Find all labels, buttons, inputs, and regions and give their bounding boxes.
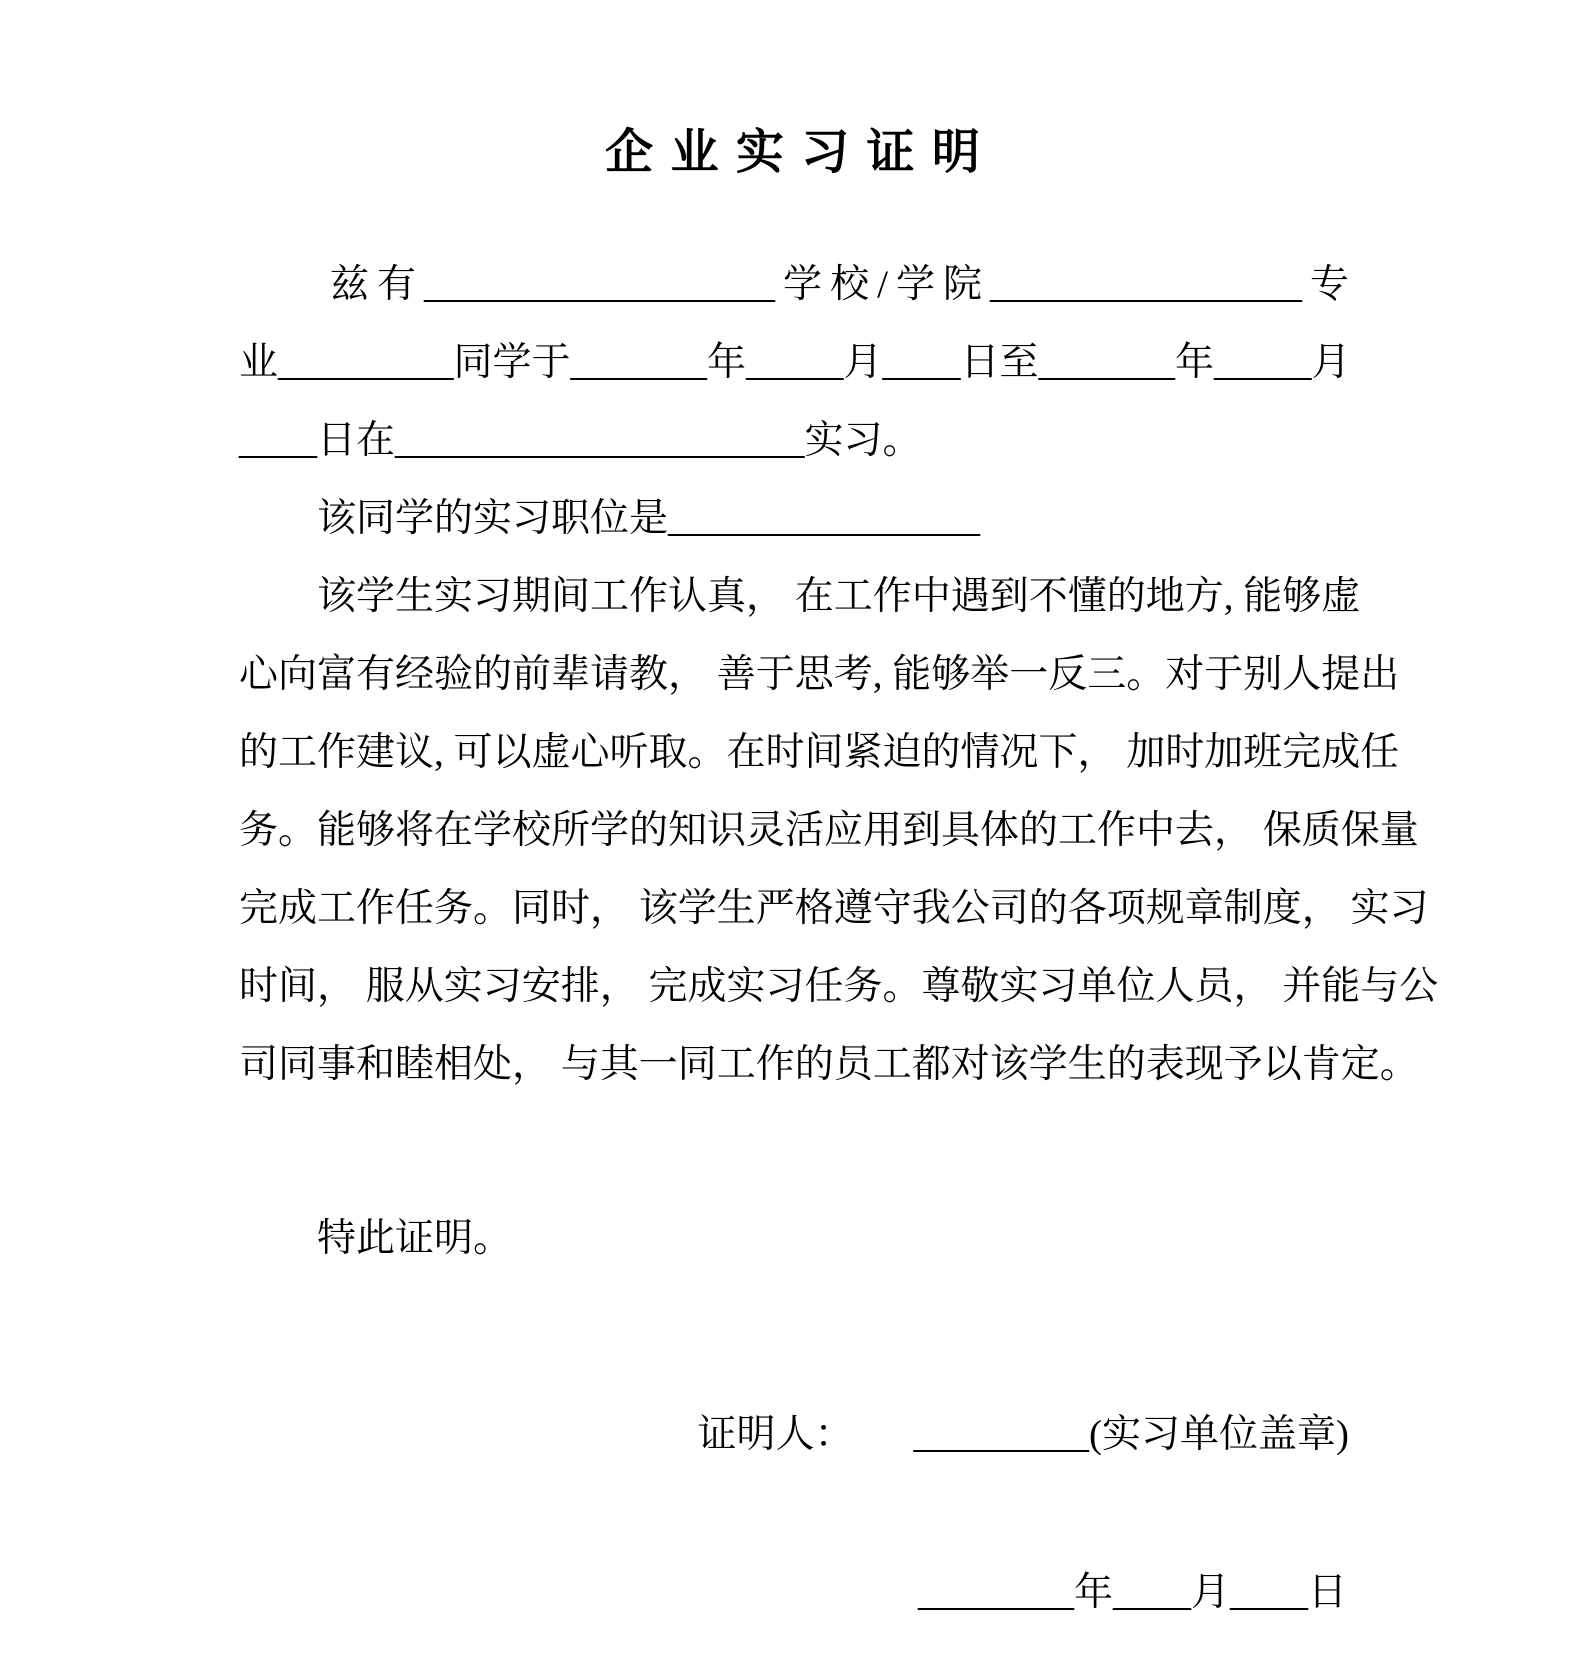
- intro-line-dates: 业_________同学于_______年_____月____日至_______年_____月: [239, 341, 1351, 384]
- document-title: 企 业 实 习 证 明: [605, 126, 982, 179]
- evaluation-line-5: 完成工作任务。同时， 该学生严格遵守我公司的各项规章制度， 实习: [239, 887, 1429, 930]
- evaluation-line-4: 务。能够将在学校所学的知识灵活应用到具体的工作中去， 保质保量: [239, 809, 1419, 852]
- date-line: ________年____月____日: [917, 1571, 1347, 1614]
- evaluation-line-6: 时间， 服从实习安排， 完成实习任务。尊敬实习单位人员， 并能与公: [239, 965, 1439, 1008]
- signature-line: [239, 1396, 1349, 1474]
- evaluation-line-3: 的工作建议, 可以虚心听取。在时间紧迫的情况下， 加时加班完成任: [239, 731, 1400, 774]
- intro-line-school: 兹有__________________学校/学院________________专: [330, 263, 1349, 306]
- stamp-note: (实习单位盖章): [1089, 1413, 1349, 1456]
- evaluation-line-2: 心向富有经验的前辈请教， 善于思考, 能够举一反三。对于别人提出: [239, 653, 1400, 696]
- evaluation-line-1: 该学生实习期间工作认真， 在工作中遇到不懂的地方, 能够虚: [317, 575, 1361, 618]
- certifier-label: 证明人：: [697, 1413, 854, 1456]
- closing-statement: 特此证明。: [317, 1217, 513, 1260]
- document-body: [239, 246, 1439, 1632]
- certifier-blank: _________: [913, 1413, 1090, 1456]
- evaluation-line-7: 司同事和睦相处， 与其一同工作的员工都对该学生的表现予以肯定。: [239, 1043, 1419, 1086]
- intro-line-company: ____日在_____________________实习。: [239, 419, 922, 462]
- position-line: 该同学的实习职位是________________: [317, 497, 981, 540]
